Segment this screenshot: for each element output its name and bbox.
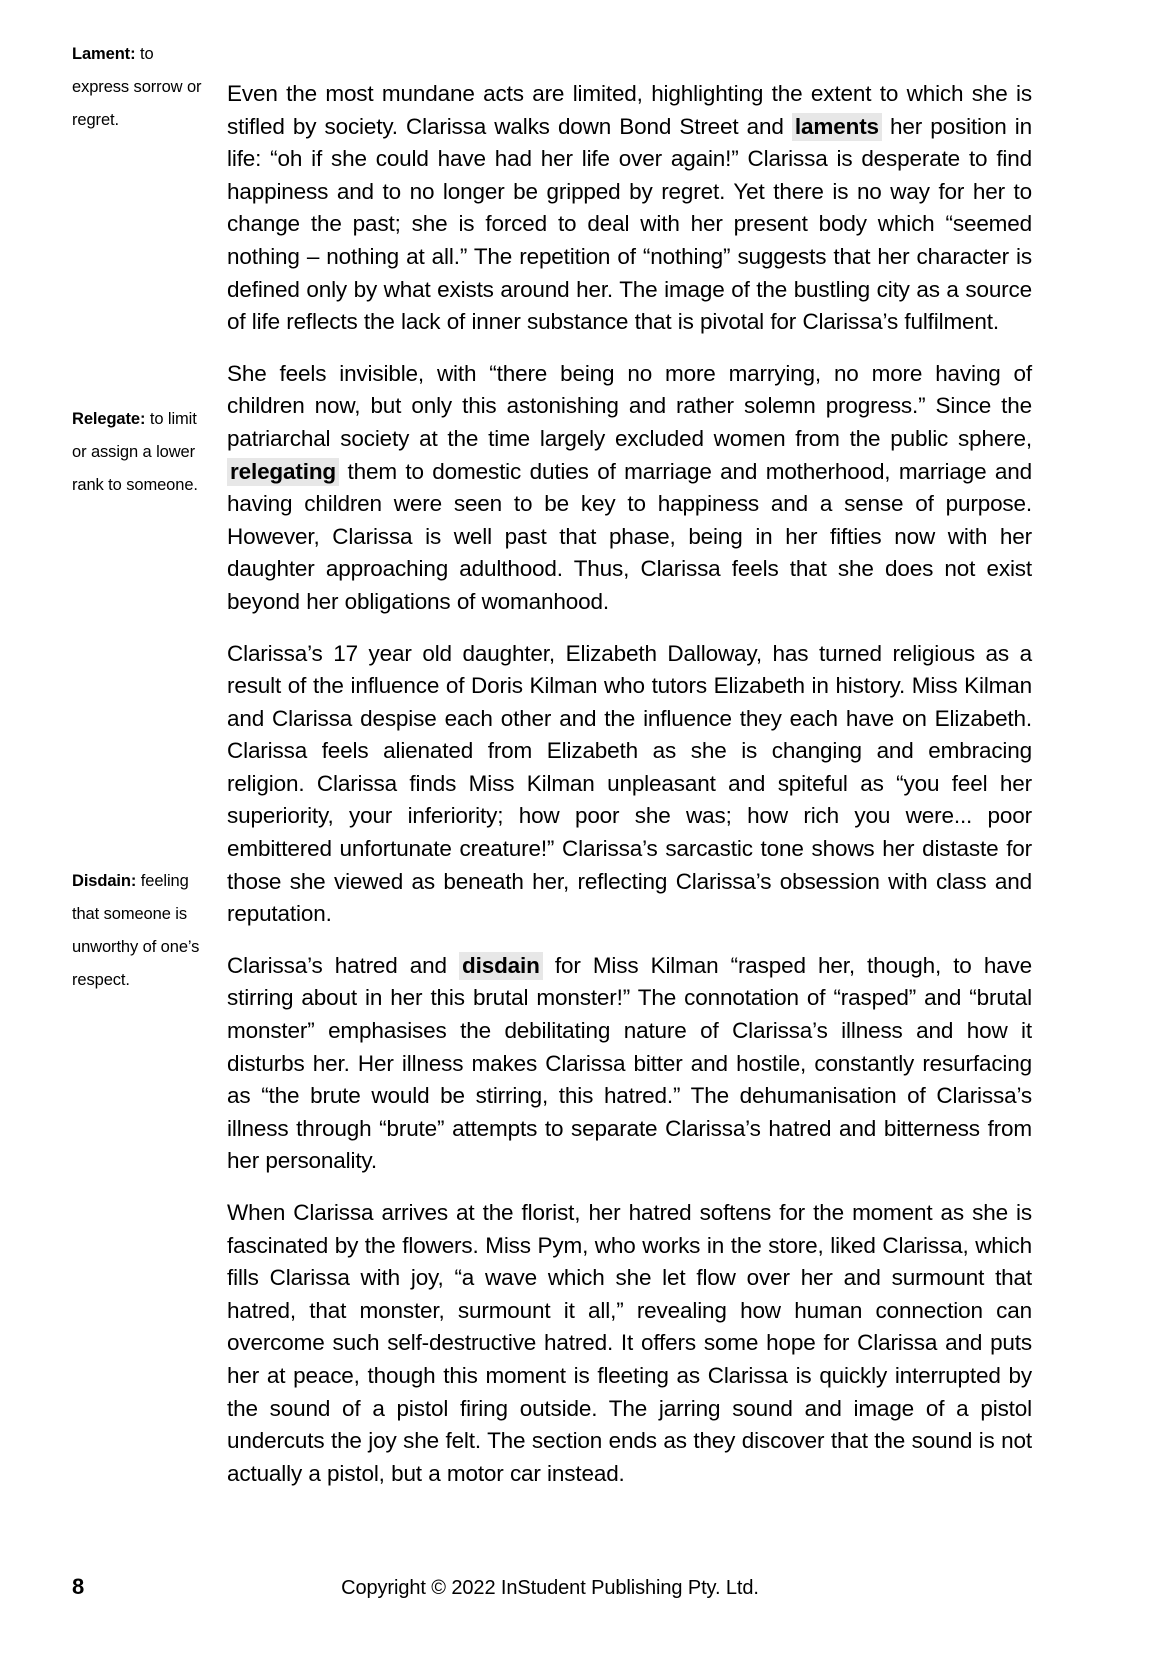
body-paragraph: [227, 950, 1032, 1178]
page-footer: [0, 1572, 1166, 1612]
highlighted-keyword: relegating: [227, 458, 339, 486]
margin-note-definition: to limit or assign a lower rank to someone.: [72, 410, 198, 494]
margin-note: [72, 403, 210, 502]
body-paragraph: [227, 1197, 1032, 1490]
highlighted-keyword: laments: [792, 113, 882, 141]
body-paragraph: [227, 638, 1032, 931]
margin-note-term: Disdain:: [72, 872, 137, 890]
paragraph-text: for Miss Kilman “rasped her, though, to have stirring about in her this brutal monster!” The connotation of “rasped” and “brutal monster” emphasises the debilitating nature of Clarissa’s illness and how it disturbs her. Her illness makes Clarissa bitter and hostile, constantly resurfacing as “the brute would be stirring, this hatred.” The dehumanisation of Clarissa’s illness through “brute” attempts to separate Clarissa’s hatred and bitterness from her personality.: [227, 952, 1033, 1174]
margin-note: [72, 38, 210, 137]
margin-notes-column: [72, 0, 210, 1560]
page-number: 8: [72, 1574, 85, 1599]
paragraph-text: Even the most mundane acts are limited, highlighting the extent to which she is stifled by society. Clarissa walks down Bond Street and: [227, 81, 1032, 139]
margin-note: [72, 865, 210, 997]
paragraph-text: She feels invisible, with “there being no more marrying, no more having of children now, but only this astonishing and rather solemn progress.” Since the patriarchal society at the time largely excluded women from the public sphere,: [227, 360, 1032, 451]
body-text-column: [227, 78, 1032, 1490]
margin-note-term: Relegate:: [72, 410, 146, 428]
paragraph-text: Clarissa’s 17 year old daughter, Elizabeth Dalloway, has turned religious as a result of the influence of Doris Kilman who tutors Elizabeth in history. Miss Kilman and Clarissa despise each other and the influence they each have on Elizabeth. Clarissa feels alienated from Elizabeth as she is changing and embracing religion. Clarissa finds Miss Kilman unpleasant and spiteful as “you feel her superiority, your inferiority; how poor she was; how rich you were... poor embittered unfortunate creature!” Clarissa’s sarcastic tone shows her distaste for those she viewed as beneath her, reflecting Clarissa’s obsession with class and reputation.: [227, 640, 1032, 927]
margin-note-term: Lament:: [72, 45, 136, 63]
highlighted-keyword: disdain: [459, 952, 543, 980]
paragraph-text: them to domestic duties of marriage and motherhood, marriage and having children were seen to be key to happiness and a sense of purpose. However, Clarissa is well past that phase, being in her fifties now with her daughter approaching adulthood. Thus, Clarissa feels that she does not exist beyond her obligations of womanhood.: [227, 458, 1032, 614]
copyright-notice: Copyright © 2022 InStudent Publishing Pty. Ltd.: [341, 1577, 759, 1599]
paragraph-text: her position in life: “oh if she could have had her life over again!” Clarissa is desperate to find happiness and to no longer be gripped by regret. Yet there is no way for her to change the past; she is forced to deal with her present body which “seemed nothing – nothing at all.” The repetition of “nothing” suggests that her character is defined only by what exists around her. The image of the bustling city as a source of life reflects the lack of inner substance that is pivotal for Clarissa’s fulfilment.: [227, 113, 1032, 335]
margin-note-definition: feeling that someone is unworthy of one’s respect.: [72, 872, 200, 989]
body-paragraph: [227, 358, 1032, 619]
body-paragraph: [227, 78, 1032, 339]
paragraph-text: When Clarissa arrives at the florist, her hatred softens for the moment as she is fascinated by the flowers. Miss Pym, who works in the store, liked Clarissa, which fills Clarissa with joy, “a wave which she let flow over her and surmount that hatred, that monster, surmount it all,” revealing how human connection can overcome such self-destructive hatred. It offers some hope for Clarissa and puts her at peace, though this moment is fleeting as Clarissa is quickly interrupted by the sound of a pistol firing outside. The jarring sound and image of a pistol undercuts the joy she felt. The section ends as they discover that the sound is not actually a pistol, but a motor car instead.: [227, 1200, 1032, 1486]
margin-note-definition: to express sorrow or regret.: [72, 45, 202, 129]
paragraph-text: Clarissa’s hatred and: [227, 952, 460, 978]
